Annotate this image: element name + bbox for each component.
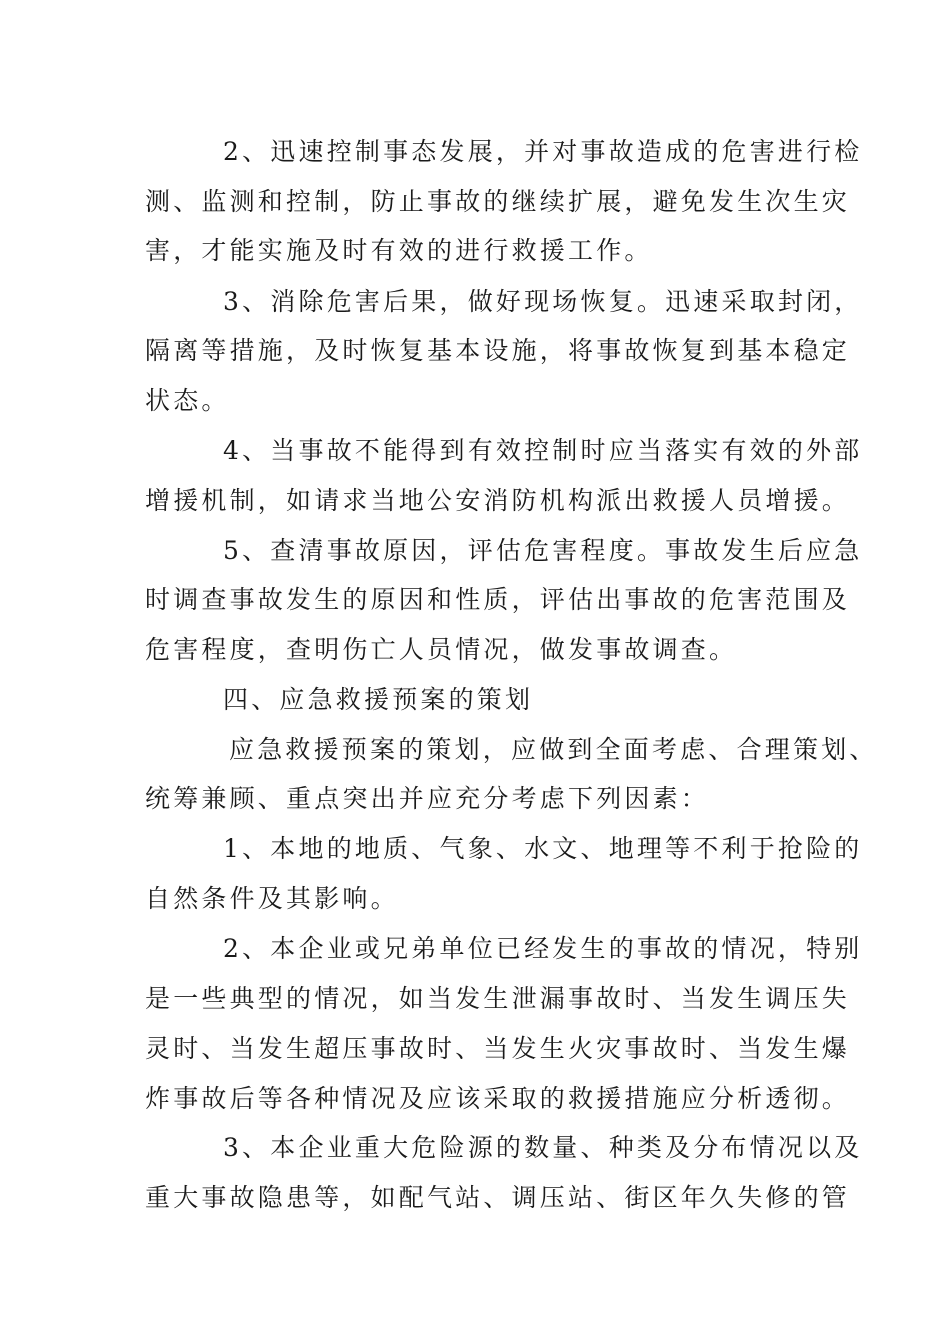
text-line: 时调查事故发生的原因和性质，评估出事故的危害范围及: [145, 585, 851, 614]
text-line: 2、迅速控制事态发展，并对事故造成的危害进行检: [223, 137, 863, 166]
text-line: 3、消除危害后果，做好现场恢复。迅速采取封闭，: [223, 287, 863, 316]
text-line: 害，才能实施及时有效的进行救援工作。: [145, 236, 653, 265]
text-line: 炸事故后等各种情况及应该采取的救援措施应分析透彻。: [145, 1084, 851, 1113]
section-heading: 四、应急救援预案的策划: [223, 685, 534, 714]
text-line: 危害程度，查明伤亡人员情况，做发事故调查。: [145, 635, 738, 664]
text-line: 3、本企业重大危险源的数量、种类及分布情况以及: [223, 1133, 863, 1162]
text-line: 重大事故隐患等，如配气站、调压站、街区年久失修的管: [145, 1183, 851, 1212]
text-line: 应急救援预案的策划，应做到全面考虑、合理策划、: [229, 735, 878, 764]
text-line: 统筹兼顾、重点突出并应充分考虑下列因素：: [145, 784, 710, 813]
text-line: 增援机制，如请求当地公安消防机构派出救援人员增援。: [145, 486, 851, 515]
text-line: 1、本地的地质、气象、水文、地理等不利于抢险的: [223, 834, 863, 863]
text-line: 隔离等措施，及时恢复基本设施，将事故恢复到基本稳定: [145, 336, 851, 365]
text-line: 灵时、当发生超压事故时、当发生火灾事故时、当发生爆: [145, 1034, 851, 1063]
text-line: 是一些典型的情况，如当发生泄漏事故时、当发生调压失: [145, 984, 851, 1013]
text-line: 测、监测和控制，防止事故的继续扩展，避免发生次生灾: [145, 187, 851, 216]
text-line: 4、当事故不能得到有效控制时应当落实有效的外部: [223, 436, 863, 465]
text-line: 2、本企业或兄弟单位已经发生的事故的情况，特别: [223, 934, 863, 963]
text-line: 5、查清事故原因，评估危害程度。事故发生后应急: [223, 536, 863, 565]
text-line: 自然条件及其影响。: [145, 884, 399, 913]
text-line: 状态。: [145, 386, 230, 415]
